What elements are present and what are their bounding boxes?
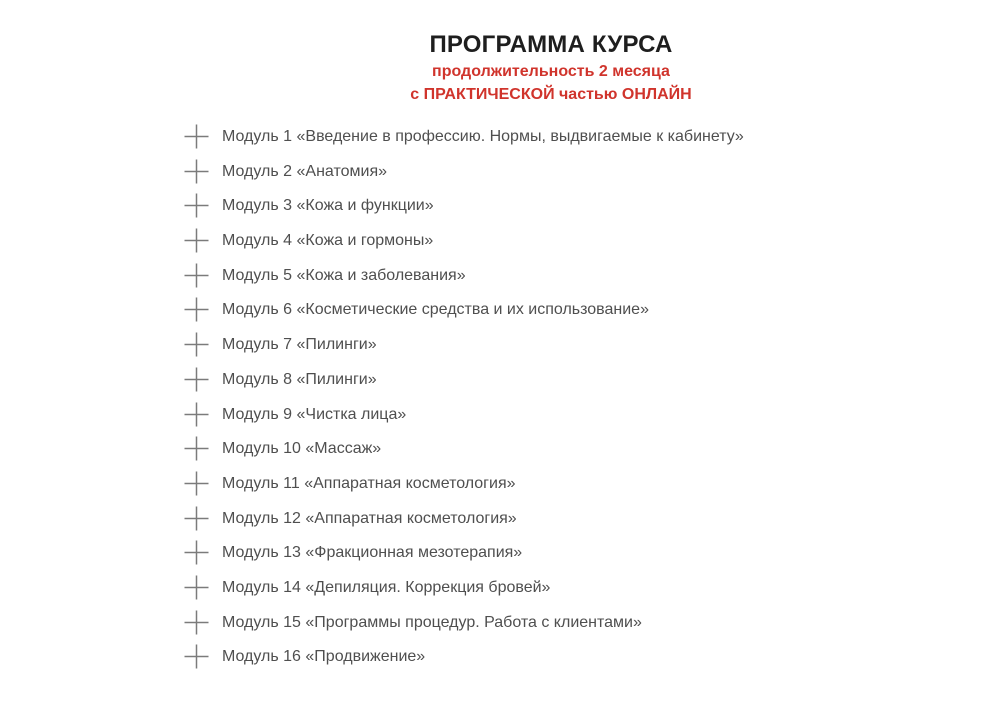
module-item-9[interactable] [184,402,918,427]
module-item-label: Модуль 13 «Фракционная мезотерапия» [222,544,523,562]
plus-icon [184,297,209,322]
module-item-12[interactable] [184,506,918,531]
module-item-7[interactable] [184,332,918,357]
plus-icon [184,575,209,600]
subtitle-practice: с ПРАКТИЧЕСКОЙ частью ОНЛАЙН [410,86,692,103]
module-item-8[interactable] [184,367,918,392]
module-item-label: Модуль 3 «Кожа и функции» [222,197,434,215]
module-item-label: Модуль 7 «Пилинги» [222,336,377,354]
plus-icon [184,402,209,427]
module-item-label: Модуль 12 «Аппаратная косметология» [222,509,517,527]
plus-icon [184,436,209,461]
module-item-label: Модуль 14 «Депиляция. Коррекция бровей» [222,578,551,596]
module-item-15[interactable] [184,610,918,635]
subtitle-duration: продолжительность 2 месяца [432,63,670,80]
module-item-label: Модуль 6 «Косметические средства и их использование» [222,301,649,319]
plus-icon [184,644,209,669]
module-item-4[interactable] [184,228,918,253]
module-item-label: Модуль 1 «Введение в профессию. Нормы, выдвигаемые к кабинету» [222,128,744,145]
plus-icon [184,159,209,184]
module-item-1[interactable] [184,124,918,149]
module-item-label: Модуль 11 «Аппаратная косметология» [222,474,516,492]
module-list [184,124,918,669]
plus-icon [184,263,209,288]
module-item-label: Модуль 15 «Программы процедур. Работа с клиентами» [222,613,642,631]
module-item-10[interactable] [184,436,918,461]
plus-icon [184,193,209,218]
module-item-6[interactable] [184,297,918,322]
module-item-label: Модуль 9 «Чистка лица» [222,405,407,423]
module-item-14[interactable] [184,575,918,600]
plus-icon [184,610,209,635]
plus-icon [184,228,209,253]
module-item-5[interactable] [184,263,918,288]
module-item-3[interactable] [184,193,918,218]
module-item-13[interactable] [184,540,918,565]
plus-icon [184,471,209,496]
plus-icon [184,124,209,149]
course-program-section [184,30,918,669]
module-item-label: Модуль 5 «Кожа и заболевания» [222,266,466,284]
module-item-2[interactable] [184,159,918,184]
plus-icon [184,367,209,392]
section-header [184,30,918,106]
module-item-16[interactable] [184,644,918,669]
module-item-11[interactable] [184,471,918,496]
page-title: ПРОГРАММА КУРСА [429,31,673,58]
module-item-label: Модуль 4 «Кожа и гормоны» [222,232,434,250]
module-item-label: Модуль 10 «Массаж» [222,440,382,458]
module-item-label: Модуль 16 «Продвижение» [222,648,426,666]
module-item-label: Модуль 8 «Пилинги» [222,370,377,388]
module-item-label: Модуль 2 «Анатомия» [222,162,387,180]
plus-icon [184,332,209,357]
plus-icon [184,506,209,531]
plus-icon [184,540,209,565]
